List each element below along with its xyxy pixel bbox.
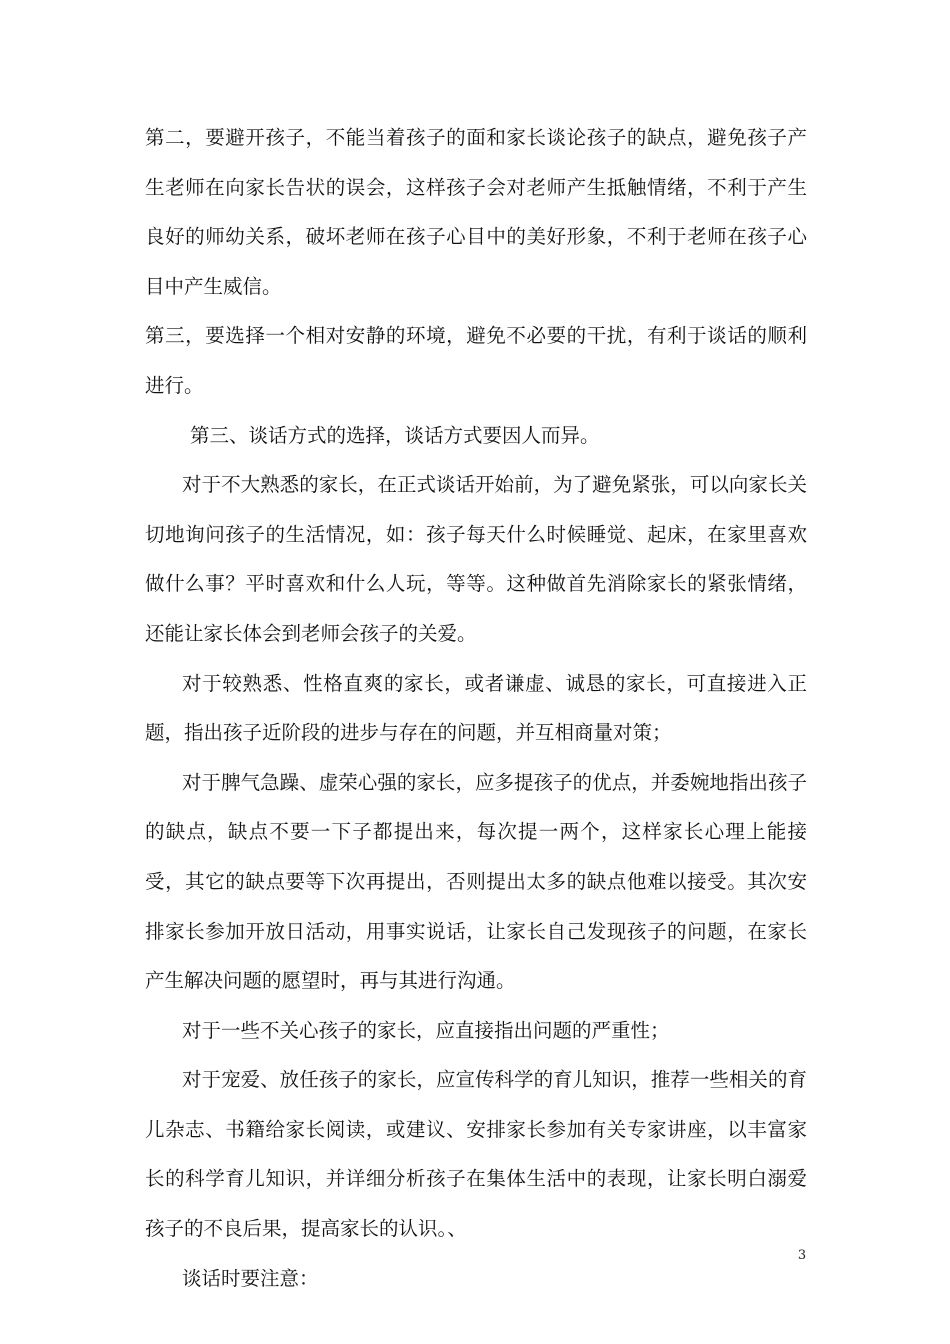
page-number: 3: [797, 1248, 807, 1263]
paragraph-notes-heading: 谈话时要注意：: [182, 1266, 319, 1290]
paragraph-avoid-child: 第二，要避开孩子，不能当着孩子的面和家长谈论孩子的缺点，避免孩子产生老师在向家长告状的误会，这样孩子会对老师产生抵触情绪，不利于产生良好的师幼关系，破坏老师在孩子心目中的美好形象，不利于老师在孩子心目中产生威信。: [145, 126, 807, 298]
paragraph-indulgent-parents: 对于宠爱、放任孩子的家长，应宣传科学的育儿知识，推荐一些相关的育儿杂志、书籍给家长阅读，或建议、安排家长参加有关专家讲座，以丰富家长的科学育儿知识，并详细分析孩子在集体生活中的表现，让家长明白溺爱孩子的不良后果，提高家长的认识。、: [145, 1068, 807, 1241]
document-body: [145, 113, 807, 1303]
paragraph-impatient-parents: 对于脾气急躁、虚荣心强的家长，应多提孩子的优点，并委婉地指出孩子的缺点，缺点不要一下子都提出来，每次提一两个，这样家长心理上能接受，其它的缺点要等下次再提出，否则提出太多的缺点他难以接受。其次安排家长参加开放日活动，用事实说话，让家长自己发现孩子的问题，在家长产生解决问题的愿望时，再与其进行沟通。: [145, 770, 807, 993]
paragraph-uncaring-parents: 对于一些不关心孩子的家长，应直接指出问题的严重性；: [182, 1018, 670, 1042]
paragraph-familiar-parents: 对于较熟悉、性格直爽的家长，或者谦虚、诚恳的家长，可直接进入正题，指出孩子近阶段的进步与存在的问题，并互相商量对策；: [145, 671, 807, 745]
paragraph-conversation-method: 第三、谈话方式的选择，谈话方式要因人而异。: [190, 423, 600, 447]
paragraph-unfamiliar-parents: 对于不大熟悉的家长，在正式谈话开始前，为了避免紧张，可以向家长关切地询问孩子的生活情况，如：孩子每天什么时候睡觉、起床，在家里喜欢做什么事？平时喜欢和什么人玩，等等。这种做首先消除家长的紧张情绪，还能让家长体会到老师会孩子的关爱。: [145, 473, 807, 645]
paragraph-quiet-environment: 第三，要选择一个相对安静的环境，避免不必要的干扰，有利于谈话的顺利进行。: [145, 324, 807, 397]
